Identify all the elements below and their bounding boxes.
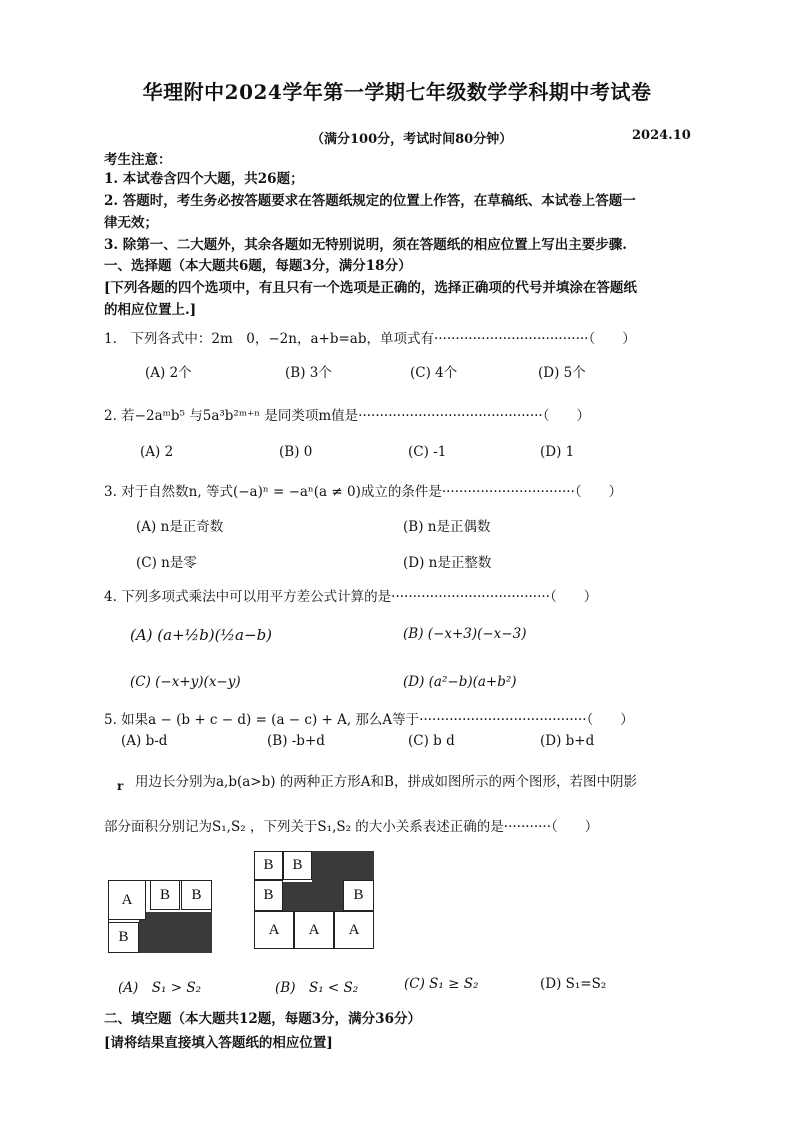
exam-date: 2024.10: [632, 128, 691, 143]
figure-2-square-a: A: [334, 911, 374, 949]
q3-option-b: (B) n是正偶数: [403, 519, 491, 535]
figure-2-square-a: A: [294, 911, 334, 949]
q6-option-a: (A) S₁ > S₂: [118, 980, 201, 996]
q6-option-c: (C) S₁ ≥ S₂: [404, 976, 479, 992]
q1-option-c: (C) 4个: [410, 365, 458, 381]
question-6-stem-line2: 部分面积分别记为S₁,S₂ ，下列关于S₁,S₂ 的大小关系表述正确的是···········（ ）: [104, 819, 599, 835]
note-item-2: 2. 答题时，考生务必按答题要求在答题纸规定的位置上作答，在草稿纸、本试卷上答题一: [104, 193, 636, 209]
q1-option-d: (D) 5个: [538, 365, 586, 381]
figure-1-square-b: B: [181, 880, 212, 910]
figure-1-shaded-region: [139, 912, 212, 953]
q3-option-c: (C) n是零: [136, 555, 197, 571]
exam-subtitle: （满分100分，考试时间80分钟）: [311, 132, 513, 147]
q2-option-a: (A) 2: [140, 444, 174, 460]
section2-instruction: [请将结果直接填入答题纸的相应位置]: [104, 1035, 333, 1051]
page-title: 华理附中2024学年第一学期七年级数学学科期中考试卷: [142, 80, 652, 104]
question-2-stem: 2. 若−2aᵐb⁵ 与5a³b²ᵐ⁺ⁿ 是同类项m值是···········································（ ）: [104, 408, 590, 424]
q4-option-b: (B) (−x+3)(−x−3): [403, 626, 527, 642]
q6-option-d: (D) S₁=S₂: [540, 976, 607, 992]
question-1-stem: 1. 下列各式中：2m 0，−2n，a+b=ab，单项式有····································（ ）: [104, 331, 636, 347]
section1-instruction-2: 的相应位置上.]: [104, 302, 197, 318]
q3-option-d: (D) n是正整数: [403, 555, 492, 571]
figure-1-square-a: A: [108, 880, 146, 920]
figure-2-square-b: B: [254, 851, 283, 880]
figure-2-square-a: A: [254, 911, 294, 949]
q2-option-b: (B) 0: [279, 444, 313, 460]
notes-heading: 考生注意：: [104, 152, 172, 168]
figure-2-shaded-region: [283, 882, 343, 912]
figure-2-square-b: B: [343, 880, 374, 911]
figure-1-square-b: B: [108, 922, 139, 953]
q3-option-a: (A) n是正奇数: [136, 519, 224, 535]
q5-option-a: (A) b-d: [121, 733, 168, 749]
section1-heading: 一、选择题（本大题共6题，每题3分，满分18分）: [104, 258, 412, 274]
figure-2-shaded-region: [312, 851, 374, 883]
figure-1-square-b: B: [150, 880, 180, 910]
figure-2-square-b: B: [254, 880, 283, 911]
q1-option-b: (B) 3个: [285, 365, 332, 381]
section2-heading: 二、填空题（本大题共12题，每题3分，满分36分）: [104, 1011, 421, 1027]
question-3-stem: 3. 对于自然数n, 等式(−a)ⁿ = −aⁿ(a ≠ 0)成立的条件是·······························（ ）: [104, 484, 623, 500]
note-item-1: 1. 本试卷含四个大题，共26题；: [104, 171, 304, 187]
q2-option-d: (D) 1: [540, 444, 575, 460]
q5-option-c: (C) b d: [408, 733, 455, 749]
note-item-3: 3. 除第一、二大题外，其余各题如无特别说明，须在答题纸的相应位置上写出主要步骤.: [104, 237, 627, 253]
q4-option-c: (C) (−x+y)(x−y): [130, 674, 241, 690]
q4-option-a: (A) (a+½b)(½a−b): [130, 626, 273, 644]
section1-instruction-1: [下列各题的四个选项中，有且只有一个选项是正确的，选择正确项的代号并填涂在答题纸: [104, 280, 637, 296]
note-item-2-cont: 律无效；: [104, 215, 158, 231]
q4-option-d: (D) (a²−b)(a+b²): [403, 674, 517, 690]
q1-option-a: (A) 2个: [145, 365, 192, 381]
question-5-stem: 5. 如果a − (b + c − d) = (a − c) + A, 那么A等于·······································（ ）: [104, 712, 634, 728]
figure-2-square-b: B: [283, 851, 312, 880]
q5-option-d: (D) b+d: [540, 733, 595, 749]
q6-option-b: (B) S₁ < S₂: [275, 980, 359, 996]
question-6-number-mark: r: [117, 779, 124, 793]
q5-option-b: (B) -b+d: [267, 733, 325, 749]
q2-option-c: (C) -1: [408, 444, 447, 460]
question-6-stem-line1: 用边长分别为a,b(a>b) 的两种正方形A和B，拼成如图所示的两个图形，若图中阴影: [135, 774, 637, 790]
question-4-stem: 4. 下列多项式乘法中可以用平方差公式计算的是·····································（ ）: [104, 589, 598, 605]
